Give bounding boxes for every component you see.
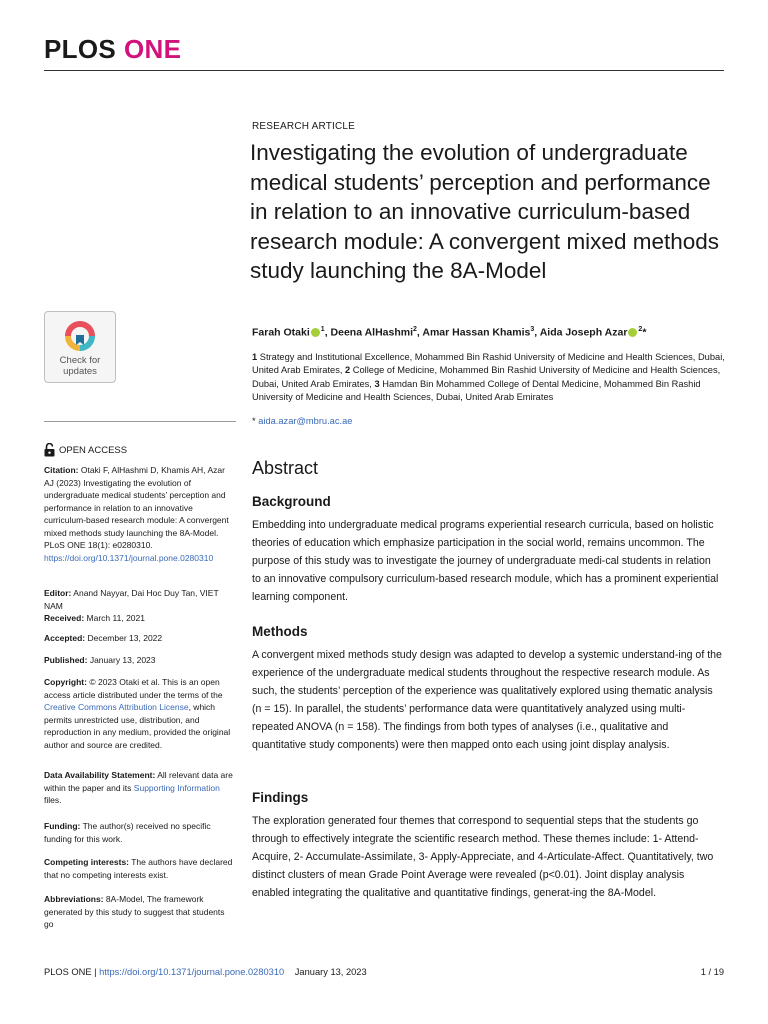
data-availability-block — [44, 769, 236, 807]
open-access-text: OPEN ACCESS — [59, 444, 128, 456]
article-title: Investigating the evolution of undergraduate medical students’ perception and performance in relation to an innovative curriculum-based research module: A convergent mixed methods study launching the 8A-Model — [250, 140, 720, 283]
orcid-icon[interactable] — [628, 328, 637, 337]
received-date: March 11, 2021 — [86, 613, 145, 623]
affiliation-text: College of Medicine, Mohammed Bin Rashid University of Medicine and Health Sciences, Dubai, United Arab Emirates, — [252, 365, 721, 389]
findings-heading: Findings — [252, 790, 309, 805]
footer-date: January 13, 2023 — [294, 967, 367, 977]
published-label: Published: — [44, 655, 88, 665]
footer-left — [44, 967, 367, 977]
email-link[interactable]: aida.azar@mbru.ac.ae — [258, 416, 353, 426]
logo-plos: PLOS — [44, 34, 116, 64]
abbreviations-block — [44, 893, 236, 931]
affiliation-text: Hamdan Bin Mohammed College of Dental Medicine, Mohammed Bin Rashid University of Medicine and Health Sciences, Dubai, United Arab Emirates — [252, 378, 701, 402]
author-name[interactable]: Farah Otaki — [252, 326, 310, 339]
header-divider — [44, 70, 724, 71]
corresponding-email — [252, 416, 352, 426]
editor-label: Editor: — [44, 588, 72, 598]
editor-text: Anand Nayyar, Dai Hoc Duy Tan, VIET NAM — [44, 588, 219, 611]
check-for-updates-icon — [63, 319, 97, 353]
citation-doi-link[interactable]: https://doi.org/10.1371/journal.pone.0280310 — [44, 552, 214, 563]
accepted-block — [44, 632, 236, 645]
funding-label: Funding: — [44, 821, 81, 831]
affiliation-number: 3 — [374, 378, 380, 389]
accepted-label: Accepted: — [44, 633, 86, 643]
methods-text: A convergent mixed methods study design was adapted to develop a systemic understand-ing of the experience of the undergraduate medical students throughout the respective research module. As such, the students’ perception of the experience was qualitatively explored using thematic analysis (n = 15). In parallel, the students’ performance data were quantitatively analyzed using multi-repeated ANOVA (n = 158). The findings from both types of analyses (i.e., qualitative and quantitative study components) were then mapped onto each using joint display analysis. — [252, 649, 722, 751]
methods-heading: Methods — [252, 624, 308, 639]
footer-doi-link[interactable]: https://doi.org/10.1371/journal.pone.0280310 — [99, 967, 285, 977]
orcid-icon[interactable] — [311, 328, 320, 337]
affiliation-number: 1 — [252, 352, 258, 362]
funding-text: The author(s) received no specific funding for this work. — [44, 821, 211, 844]
author-affiliation-sup: 2 — [638, 326, 643, 333]
email-star: * — [252, 416, 256, 426]
background-text: Embedding into undergraduate medical programs experiential research curricula, based on holistic theories of education which emphasize participation in the social world, remains uncommon. The purpose of this study was to investigate the journey of undergraduate medi-cal students in relation to an innovative compulsory curriculum-based research module, which has a prominent experiential learning component. — [252, 519, 719, 603]
logo-one: ONE — [124, 34, 182, 64]
published-date: January 13, 2023 — [89, 655, 156, 665]
citation-block — [44, 464, 236, 564]
editor-block — [44, 587, 236, 612]
findings-text: The exploration generated four themes that correspond to sequential steps that the students go through to effectively integrate the scientific research method. These themes include: 1- Attend-Acquire, 2- Accumulate-Assimilate, 3- Apply-Appreciate, and 4-Articulate-Affect. Quantitatively, two distinct clusters of mean Grade Point Average were revealed (p<0.01). Joint display analysis enabled integrating the qualitative and quantitative findings, generat-ing the 8A-Model. — [252, 815, 714, 899]
badge-line1: Check for — [59, 355, 101, 366]
check-for-updates-label — [45, 355, 115, 377]
accepted-date: December 13, 2022 — [87, 633, 163, 643]
published-block — [44, 654, 236, 667]
citation-text: Otaki F, AlHashmi D, Khamis AH, Azar AJ (2023) Investigating the evolution of undergraduate medical students’ perception and performance in relation to an innovative curriculum-based research module: A convergent mixed methods study launching the 8A-Model. PLoS ONE 18(1): e0280310. — [44, 465, 229, 550]
supporting-information-link[interactable]: Supporting Information — [133, 782, 220, 793]
author-list: Farah Otaki $^1$, Deena AlHashmi$^2$, Amar Hassan Khamis$^3$, Aida Joseph Azar $^2$* — [252, 326, 647, 339]
funding-block — [44, 820, 236, 845]
citation-label: Citation: — [44, 465, 79, 475]
corresponding-star: * — [642, 326, 647, 339]
data-availability-text: All relevant data are within the paper and its — [44, 770, 233, 793]
competing-interests-block — [44, 856, 236, 881]
license-link[interactable]: Creative Commons Attribution License — [44, 702, 189, 712]
author-affiliation-sup: 3 — [530, 326, 535, 333]
sidebar-divider — [44, 421, 236, 422]
data-availability-text-rest: files. — [44, 795, 62, 805]
open-lock-icon — [44, 443, 55, 457]
check-for-updates-badge[interactable] — [44, 311, 116, 383]
copyright-label: Copyright: — [44, 677, 87, 687]
competing-interests-label: Competing interests: — [44, 857, 130, 867]
background-heading: Background — [252, 494, 331, 509]
affiliation-number: 2 — [345, 365, 351, 376]
author-name[interactable]: Deena AlHashmi — [330, 326, 414, 339]
copyright-block — [44, 676, 236, 751]
affiliations — [252, 351, 732, 404]
page-number: 1 / 19 — [700, 967, 724, 977]
author-name[interactable]: Amar Hassan Khamis — [422, 326, 531, 339]
journal-logo[interactable] — [44, 34, 181, 65]
abbreviations-text: 8A-Model, The framework generated by this study to suggest that students go — [44, 894, 225, 929]
received-block — [44, 612, 236, 625]
data-availability-label: Data Availability Statement: — [44, 770, 156, 780]
footer-journal: PLOS ONE | — [44, 967, 97, 977]
abstract-heading: Abstract — [252, 458, 319, 478]
article-type: RESEARCH ARTICLE — [252, 121, 356, 132]
page-footer — [44, 967, 724, 977]
abbreviations-label: Abbreviations: — [44, 894, 104, 904]
author-affiliation-sup: 1 — [320, 326, 325, 333]
author-name[interactable]: Aida Joseph Azar — [539, 326, 628, 339]
received-label: Received: — [44, 613, 85, 623]
open-access-label — [44, 443, 127, 457]
badge-line2: updates — [63, 366, 97, 377]
copyright-text-rest: , which permits unrestricted use, distribution, and reproduction in any medium, provided the original author and source are credited. — [44, 702, 231, 750]
competing-interests-text: The authors have declared that no competing interests exist. — [44, 857, 233, 880]
affiliation-text: Strategy and Institutional Excellence, Mohammed Bin Rashid University of Medicine and Health Sciences, Dubai, United Arab Emirates, — [252, 352, 725, 376]
author-affiliation-sup: 2 — [413, 326, 417, 333]
copyright-text: © 2023 Otaki et al. This is an open access article distributed under the terms of the — [44, 677, 223, 700]
